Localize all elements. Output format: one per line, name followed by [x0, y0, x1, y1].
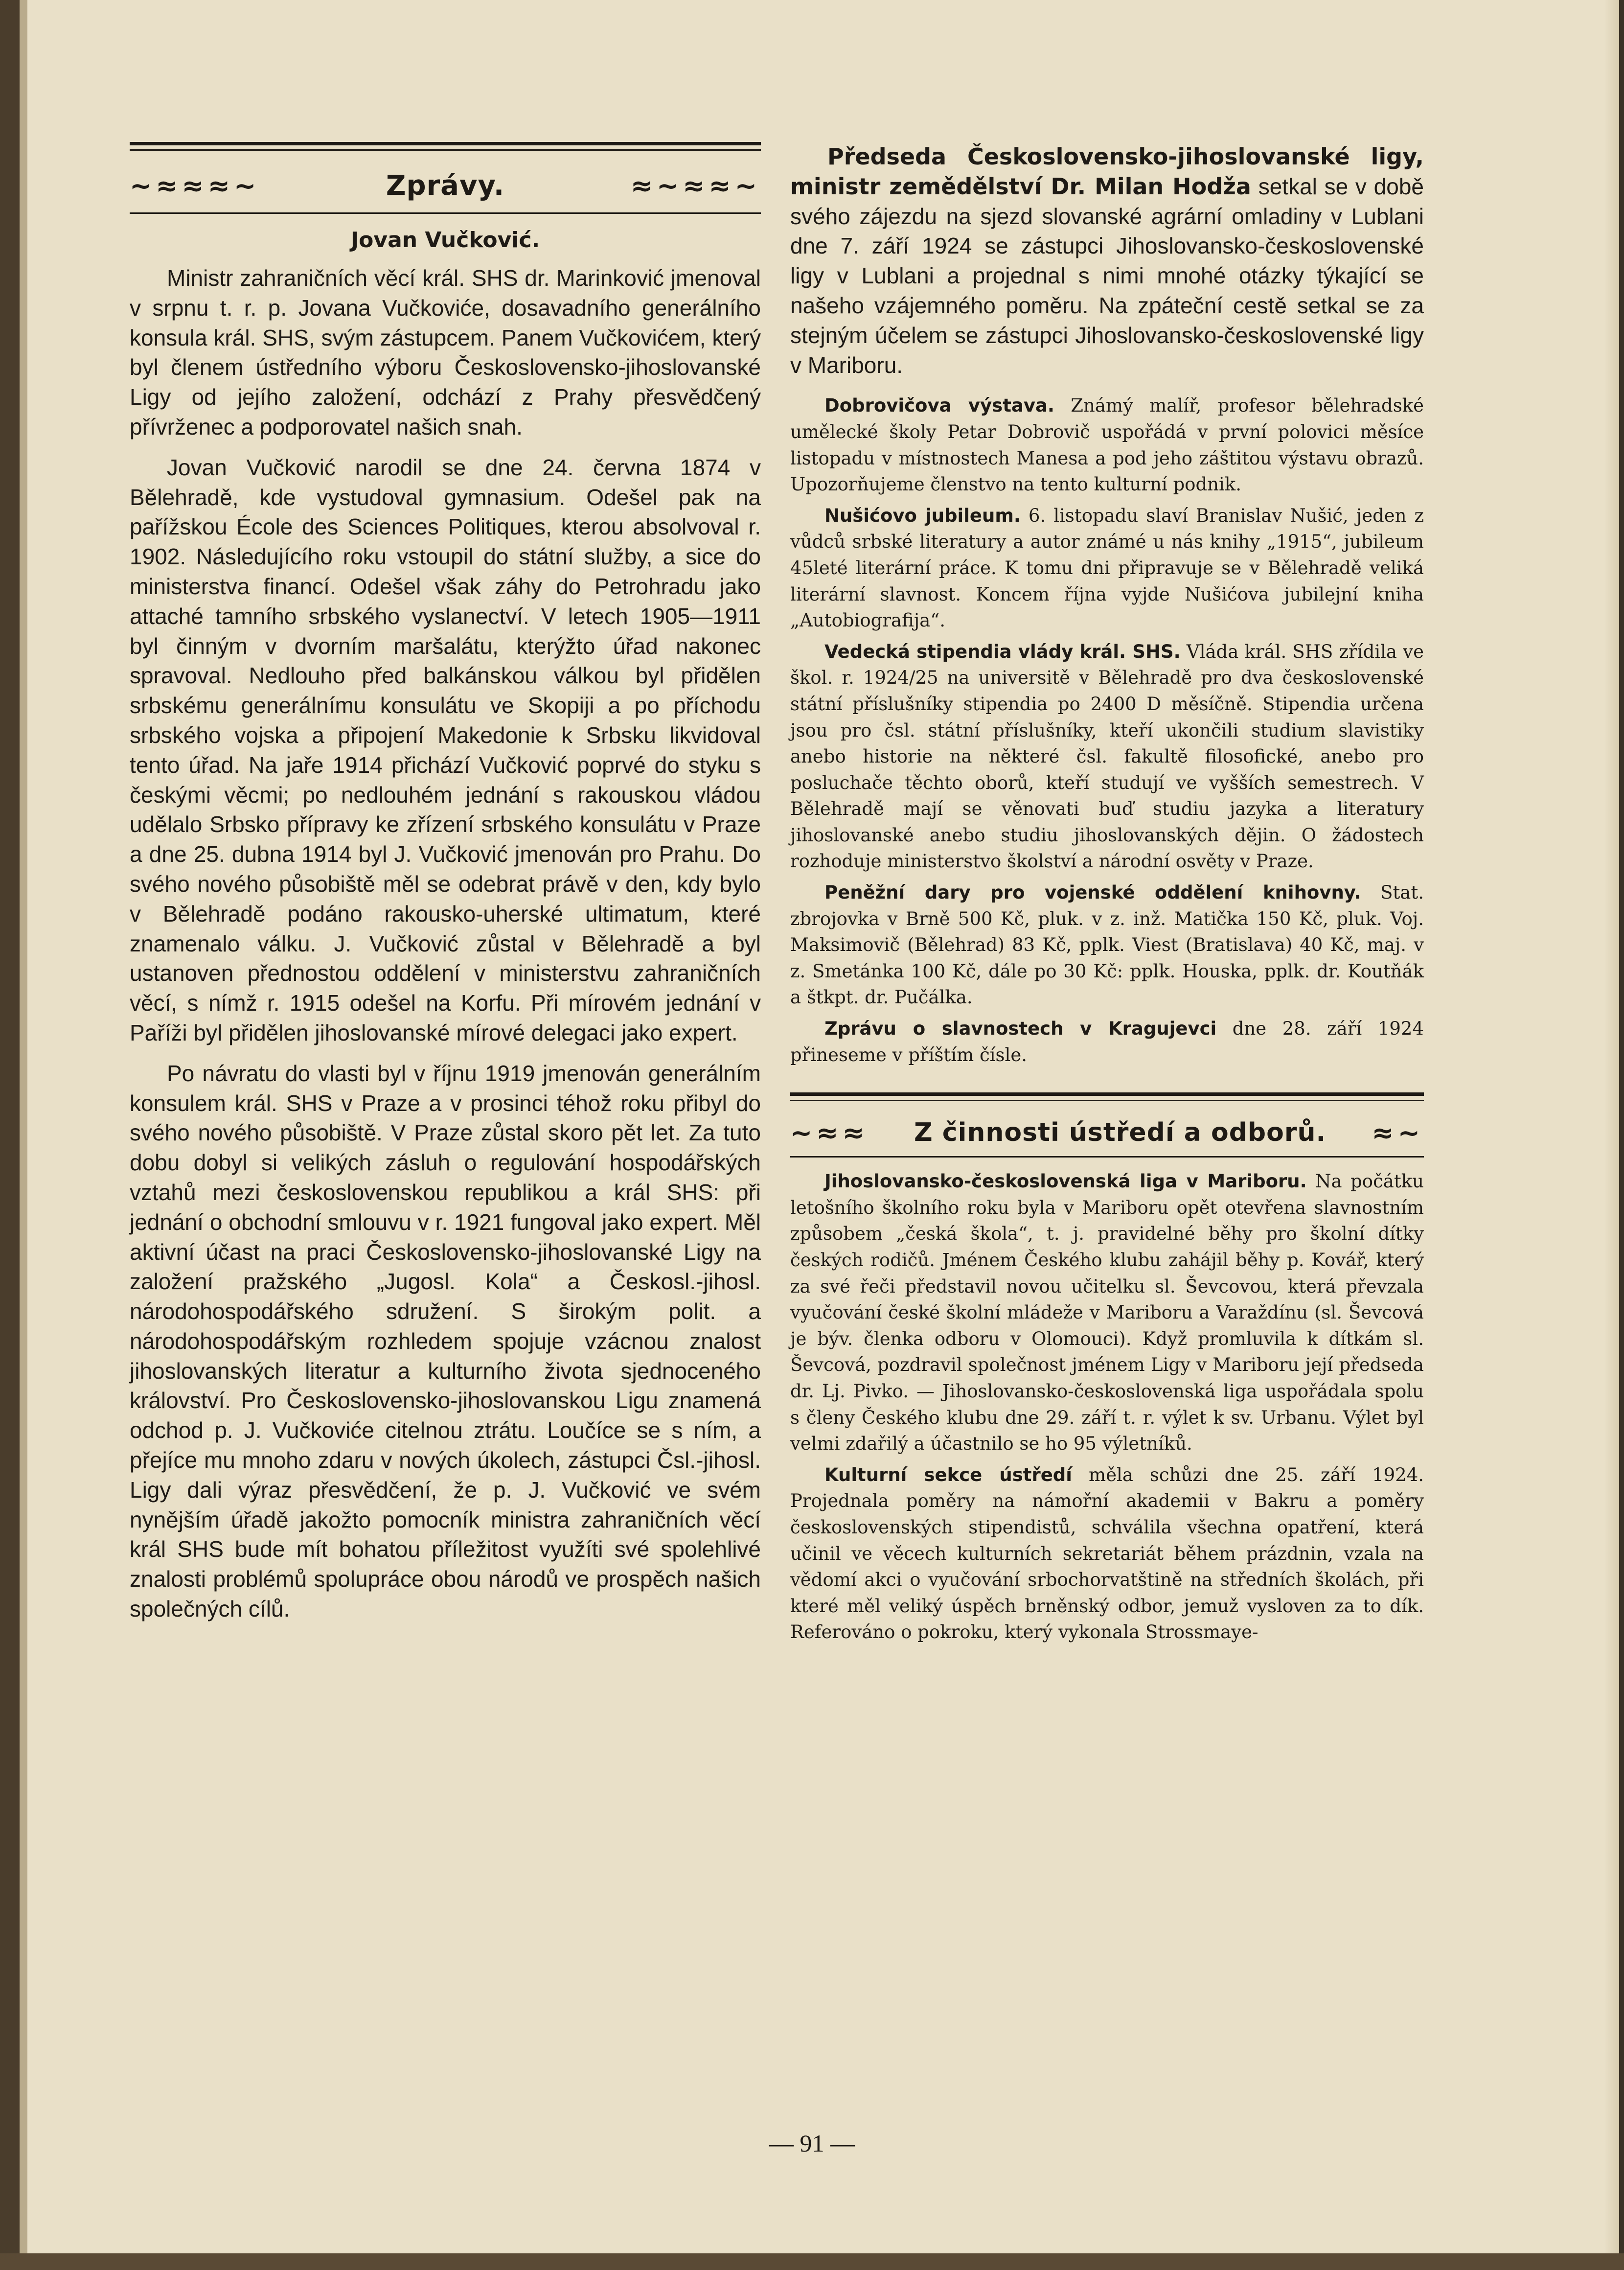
- news-lead: Dobrovičova výstava.: [824, 395, 1054, 417]
- cinnosti-section-header: [790, 1109, 1424, 1156]
- ornament-left-icon: ~≈≈≈~: [130, 170, 260, 201]
- news-item: [790, 639, 1424, 875]
- article-paragraph: Ministr zahraničních věcí král. SHS dr. Marinković jmenoval v srpnu t. r. p. Jovana Vučkoviće, dosavadního generálního konsula král. SHS, svým zástupcem. Panem Vučkovićem, který byl členem ústředního výboru Československo-jihoslovanské Ligy od jejího založení, odchází z Prahy přesvědčený přívrženec a podporovatel našich snah.: [130, 265, 761, 440]
- news-item: [790, 880, 1424, 1011]
- activity-lead: Kulturní sekce ústředí: [824, 1464, 1072, 1485]
- article-paragraph: Jovan Vučković narodil se dne 24. června 1874 v Bělehradě, kde vystudoval gymnasium. Odešel pak na pařížskou École des Sciences Politiques, kterou absolvoval r. 1902. Následujícího roku vstoupil do státní služby, a sice do ministerstva financí. Odešel však záhy do Petrohradu jako attaché tamního srbského vyslanectví. V letech 1905—1911 byl činným v dvorním maršalátu, kterýžto úřad nakonec spravoval. Nedlouho před balkánskou válkou byl přidělen srbskému generálnímu konsulátu ve Skopiji a po příchodu srbského vojska a připojení Makedonie k Srbsku likvidoval tento úřad. Na jaře 1914 přichází Vučković poprvé do styku s českými věcmi; po nedlouhém jednání s rakouskou vládou udělalo Srbsko přípravy ke zřízení srbského konsulátu v Praze a dne 25. dubna 1914 byl J. Vučković jmenován pro Prahu. Do svého nového působiště měl se odebrat právě v den, kdy bylo v Bělehradě podáno rakousko-uherské ultimatum, které znamenalo válku. J. Vučković zůstal v Bělehradě a byl ustanoven přednostou oddělení v ministerstvu zahraničních věcí, s nímž r. 1915 odešel na Korfu. Při mírovém jednání v Paříži byl přidělen jihoslovanské mírové delegaci jako expert.: [130, 454, 761, 1045]
- activity-lead: Jihoslovansko-československá liga v Mariboru.: [824, 1171, 1307, 1192]
- section-title-cinnosti: Z činnosti ústředí a odborů.: [914, 1118, 1327, 1148]
- activity-text: Na počátku letošního školního roku byla v Mariboru opět otevřena slavnostním způsobem „česká škola“, t. j. pravidelné běhy pro školní dítky českých rodičů. Jménem Českého klubu zahájil běhy p. Kovář, který za své řeči představil novou učitelku sl. Ševcovou, která převzala vyučování české školní mládeže v Mariboru a Varaždínu (sl. Ševcová je býv. členka odboru v Olomouci). Když promluvila k dítkám sl. Ševcová, pozdravil společnost jménem Ligy v Mariboru její předseda dr. Lj. Pivko. — Jihoslovansko-československá liga uspořádala spolu s členy Českého klubu dne 29. září t. r. výlet k sv. Urbanu. Výlet byl velmi zdařilý a účastnilo se ho 95 výletníků.: [790, 1171, 1424, 1455]
- news-lead: Peněžní dary pro vojenské oddělení knihovny.: [824, 882, 1361, 903]
- right-column: [790, 142, 1424, 1650]
- news-item: [790, 393, 1424, 497]
- news-item: [790, 1016, 1424, 1068]
- news-text: dne 28. září 1924 přineseme v příštím čísle.: [790, 1018, 1424, 1066]
- hodza-text: setkal se v době svého zájezdu na sjezd slovanské agrární omladiny v Lublani dne 7. září 1924 se zástupci Jihoslovansko-československé ligy v Lublani a projednal s nimi mnohé otázky týkající se našeho vzájemného poměru. Na zpáteční cestě setkal se za stejným účelem se zástupci Jihoslovansko-československé ligy v Mariboru.: [790, 173, 1424, 378]
- section-double-rule: [790, 1092, 1424, 1109]
- hodza-paragraph: [790, 142, 1424, 380]
- news-lead: Zprávu o slavnostech v Kragujevci: [824, 1018, 1217, 1040]
- header-bottom-rule: [130, 212, 761, 214]
- news-lead: Nušićovo jubileum.: [824, 505, 1021, 526]
- news-text: Známý malíř, profesor bělehradské umělecké školy Petar Dobrovič uspořádá v první polovici měsíce listopadu v místnostech Manesa a pod jeho záštitou výstavu obrazů. Upozorňujeme členstvo na tento kulturní podnik.: [790, 395, 1424, 495]
- zpravy-section-header: [130, 159, 761, 212]
- activity-item: [790, 1462, 1424, 1645]
- top-double-rule: [130, 142, 761, 159]
- ornament-right-icon: ≈~≈≈~: [630, 170, 761, 201]
- page-edge-right: [1619, 0, 1624, 2270]
- page-gutter: [20, 0, 27, 2270]
- news-item: [790, 503, 1424, 634]
- section-title-zpravy: Zprávy.: [386, 169, 505, 202]
- news-text: 6. listopadu slaví Branislav Nušić, jeden z vůdců srbské literatury a autor známé u nás knihy „1915“, jubileum 45leté literární práce. K tomu dni připravuje se v Bělehradě veliká literární slavnost. Koncem října vyjde Nušićova jubilejní kniha „Autobiografija“.: [790, 505, 1424, 631]
- article-paragraph: Po návratu do vlasti byl v říjnu 1919 jmenován generálním konsulem král. SHS v Praze a v prosinci téhož roku přibyl do svého nového působiště. V Praze zůstal skoro pět let. Za tuto dobu dobyl si velikých zásluh o regulování hospodářských vztahů mezi československou republikou a král SHS: při jednání o obchodní smlouvu v r. 1921 fungoval jako expert. Měl aktivní účast na praci Československo-jihoslovanské Ligy na založení pražského „Jugosl. Kola“ a Českosl.-jihosl. národohospodářského sdružení. S širokým polit. a národohospodářským rozhledem spojuje vzácnou znalost jihoslovanských literatur a kulturního života sjednoceného království. Pro Československo-jihoslovanskou Ligu znamená odchod p. J. Vučkoviće citelnou ztrátu. Loučíce se s ním, a přejíce mu mnoho zdaru v nových úkolech, zástupci Čsl.-jihosl. Ligy dali výraz přesvědčení, že p. J. Vučković ve svém nynějším úřadě jakožto pomocník ministra zahraničních věcí král SHS bude mít bohatou příležitost využíti své spolehlivé znalosti problémů spolupráce obou národů ve prospěch našich společných cílů.: [130, 1060, 761, 1622]
- ornament-right-icon: ≈~: [1372, 1117, 1424, 1148]
- ornament-left-icon: ~≈≈: [790, 1117, 869, 1148]
- activity-text: měla schůzi dne 25. září 1924. Projednala poměry na námořní akademii v Bakru a poměry československých stipendistů, schválila všechna opatření, která učinil ve věcech kulturních sekretariát během prázdnin, vzala na vědomí akci o vyučování srbochorvatštině na středních školách, při které měl veliký úspěch brněnský odbor, jemuž vysloven za to dík. Referováno o pokroku, který vykonala Strossmaye-: [790, 1464, 1424, 1643]
- news-text: Stat. zbrojovka v Brně 500 Kč, pluk. v z. inž. Matička 150 Kč, pluk. Voj. Maksimovič (Bělehrad) 83 Kč, pplk. Viest (Bratislava) 40 Kč, maj. v z. Smetánka 100 Kč, dále po 30 Kč: pplk. Houska, pplk. dr. Koutňák a štkpt. dr. Pučálka.: [790, 882, 1424, 1008]
- activity-item: [790, 1168, 1424, 1457]
- paper-shadow: [1604, 0, 1619, 2253]
- news-lead: Vedecká stipendia vlády král. SHS.: [824, 641, 1181, 662]
- news-text: Vláda král. SHS zřídila ve škol. r. 1924/25 na universitě v Bělehradě pro dva československé státní příslušníky stipendia po 2400 D měsíčně. Stipendia určena jsou pro čsl. státní příslušníky, kteří ukončili studium slavistiky anebo historie na některé čsl. fakultě filosofické, anebo pro posluchače těchto oborů, kteří studují ve vyšších semestrech. V Bělehradě mají se věnovati buď studiu jazyka a literatury jihoslovanské anebo studiu jihoslovanských dějin. O žádostech rozhoduje ministerstvo školství a národní osvěty v Praze.: [790, 641, 1424, 872]
- article-title: Jovan Vučković.: [350, 228, 540, 253]
- left-column: [130, 142, 761, 1635]
- book-spine-edge: [0, 0, 20, 2270]
- header-bottom-rule: [790, 1156, 1424, 1158]
- page-edge-bottom: [0, 2253, 1624, 2270]
- hodza-lead: Předseda Československo-jihoslovanské ligy, ministr zemědělství Dr. Milan Hodža: [790, 143, 1424, 200]
- page-number: — 91 —: [769, 2130, 855, 2157]
